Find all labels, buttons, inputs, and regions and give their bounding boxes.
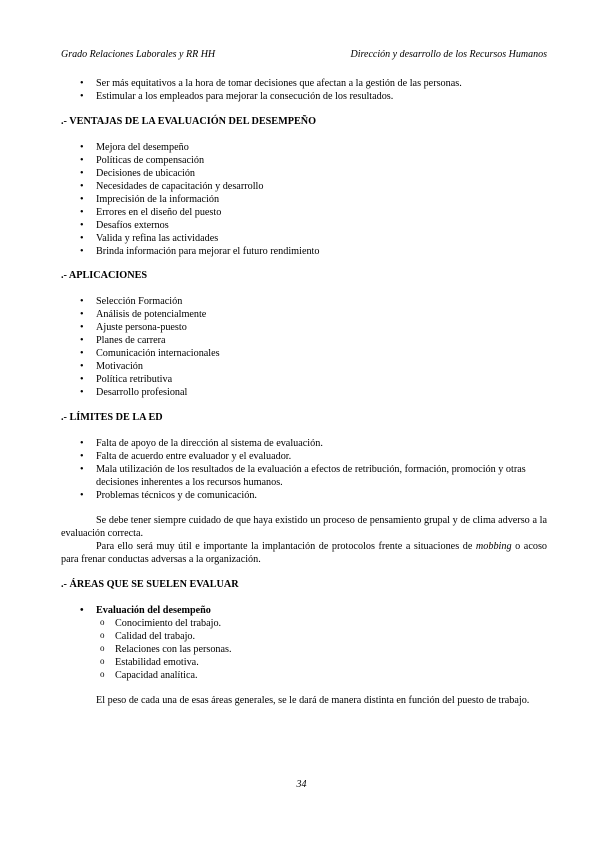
list-item-evaluacion: • Evaluación del desempeño [61, 604, 547, 617]
limites-list [61, 437, 547, 502]
list-item: • Falta de acuerdo entre evaluador y el evaluador. [61, 450, 547, 463]
list-item: • Problemas técnicos y de comunicación. [61, 489, 547, 502]
section-heading-aplicaciones: .- APLICACIONES [61, 270, 148, 281]
sub-list-item: o Relaciones con las personas. [61, 643, 547, 656]
ventajas-list [61, 141, 547, 258]
term-mobbing: mobbing [475, 541, 512, 552]
aplicaciones-list [61, 295, 547, 399]
list-item: • Ajuste persona-puesto [61, 321, 547, 334]
list-item: • Ser más equitativos a la hora de tomar decisiones que afectan a la gestión de las personas. [61, 77, 547, 90]
list-item: • Desafíos externos [61, 219, 547, 232]
sub-list-item: o Estabilidad emotiva. [61, 656, 547, 669]
list-item: • Estimular a los empleados para mejorar la consecución de los resultados. [61, 90, 547, 103]
section-heading-limites: .- LÍMITES DE LA ED [61, 412, 163, 423]
list-item: • Planes de carrera [61, 334, 547, 347]
section-heading-ventajas: .- VENTAJAS DE LA EVALUACIÓN DEL DESEMPEÑO [61, 116, 317, 127]
list-item: • Comunicación internacionales [61, 347, 547, 360]
header-subject: Dirección y desarrollo de los Recursos Humanos [350, 49, 547, 60]
list-item: • Política retributiva [61, 373, 547, 386]
list-item: • Motivación [61, 360, 547, 373]
list-item: • Análisis de potencialmente [61, 308, 547, 321]
header-course: Grado Relaciones Laborales y RR HH [61, 49, 216, 60]
page-number: 34 [296, 779, 307, 790]
list-item: • Imprecisión de la información [61, 193, 547, 206]
list-item: • Falta de apoyo de la dirección al sistema de evaluación. [61, 437, 547, 450]
intro-list [61, 77, 547, 103]
areas-list [61, 604, 547, 682]
list-item: • Necesidades de capacitación y desarrollo [61, 180, 547, 193]
sub-list-item: o Calidad del trabajo. [61, 630, 547, 643]
list-item: • Selección Formación [61, 295, 547, 308]
list-item: • Errores en el diseño del puesto [61, 206, 547, 219]
list-item: • Decisiones de ubicación [61, 167, 547, 180]
list-item: • Desarrollo profesional [61, 386, 547, 399]
section-heading-areas: .- ÁREAS QUE SE SUELEN EVALUAR [61, 579, 239, 590]
sub-list-item: o Conocimiento del trabajo. [61, 617, 547, 630]
paragraph-protocolos: Para ello será muy útil e importante la implantación de protocolos frente a situaciones de mobbing o acoso para frenar conductas adversas a la organización. [61, 541, 547, 565]
list-item: • Mala utilización de los resultados de la evaluación a efectos de retribución, formación, promoción y otras decisiones inherentes a los recursos humanos. [61, 463, 547, 489]
list-item: • Mejora del desempeño [61, 141, 547, 154]
sub-list-item: o Capacidad analítica. [61, 669, 547, 682]
list-item: • Brinda información para mejorar el futuro rendimiento [61, 245, 547, 258]
paragraph-clima: Se debe tener siempre cuidado de que haya existido un proceso de pensamiento grupal y de clima adverso a la evaluación correcta. [61, 515, 547, 539]
list-item: • Valida y refina las actividades [61, 232, 547, 245]
list-item: • Políticas de compensación [61, 154, 547, 167]
paragraph-peso: El peso de cada una de esas áreas generales, se le dará de manera distinta en función del puesto de trabajo. [96, 695, 530, 706]
